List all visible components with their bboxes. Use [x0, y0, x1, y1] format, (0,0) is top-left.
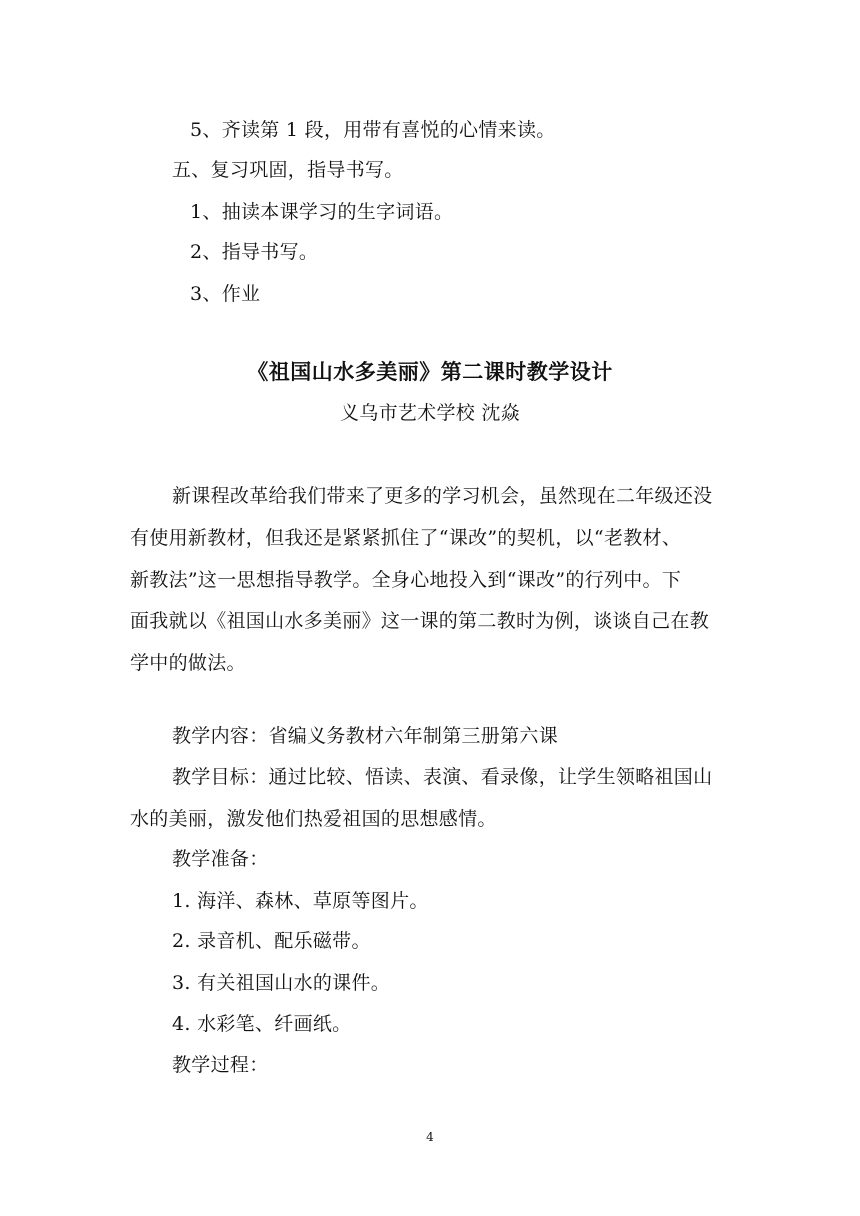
prep-item-2: 2. 录音机、配乐磁带。 — [172, 930, 371, 952]
list-item-5: 5、齐读第 1 段，用带有喜悦的心情来读。 — [190, 119, 556, 141]
section-heading-5: 五、复习巩固，指导书写。 — [172, 159, 404, 181]
sub-item-3: 3、作业 — [190, 283, 261, 305]
sub-item-2: 2、指导书写。 — [190, 241, 319, 263]
teaching-goal-line-2: 水的美丽，激发他们热爱祖国的思想感情。 — [130, 808, 497, 830]
teaching-goal-line-1: 教学目标：通过比较、悟读、表演、看录像，让学生领略祖国山 — [172, 766, 713, 788]
sub-item-1: 1、抽读本课学习的生字词语。 — [190, 201, 454, 223]
intro-line-1: 新课程改革给我们带来了更多的学习机会，虽然现在二年级还没 — [172, 485, 713, 507]
prep-item-3: 3. 有关祖国山水的课件。 — [172, 972, 391, 994]
prep-item-1: 1. 海洋、森林、草原等图片。 — [172, 890, 429, 912]
teaching-process-heading: 教学过程： — [172, 1054, 269, 1076]
teaching-prep-heading: 教学准备： — [172, 848, 269, 870]
intro-line-5: 学中的做法。 — [130, 652, 246, 674]
page-number: 4 — [426, 1130, 434, 1144]
article-title: 《祖国山水多美丽》第二课时教学设计 — [247, 359, 613, 384]
teaching-content: 教学内容：省编义务教材六年制第三册第六课 — [172, 725, 559, 747]
intro-line-3: 新教法”这一思想指导教学。全身心地投入到“课改”的行列中。下 — [130, 569, 682, 591]
intro-line-2: 有使用新教材，但我还是紧紧抓住了“课改”的契机，以“老教材、 — [130, 527, 682, 549]
article-author: 义乌市艺术学校 沈焱 — [339, 402, 521, 424]
intro-line-4: 面我就以《祖国山水多美丽》这一课的第二教时为例，谈谈自己在教 — [130, 610, 710, 632]
prep-item-4: 4. 水彩笔、纤画纸。 — [172, 1013, 352, 1035]
